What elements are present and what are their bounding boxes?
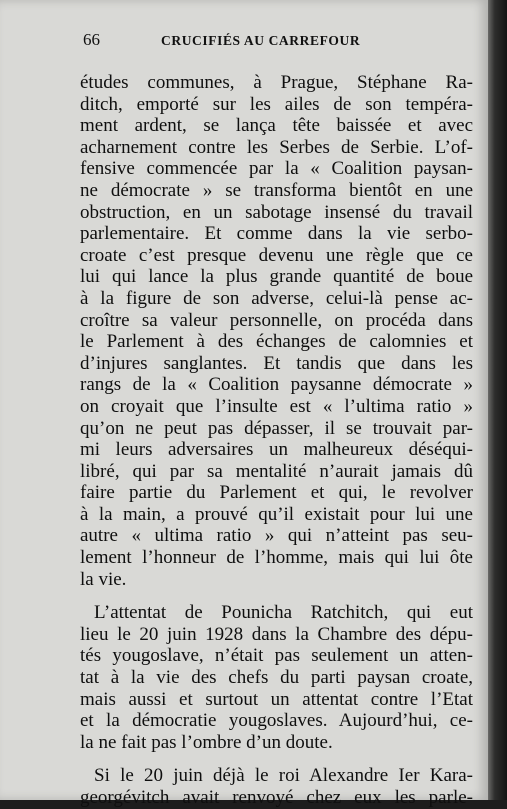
page-header (83, 30, 473, 54)
text-line: libré, qui par sa mentalité n’aurait jamais dû (80, 460, 473, 482)
text-line: ne démocrate » se transforma bientôt en une (80, 179, 473, 201)
paragraph (80, 72, 473, 590)
text-line: qu’on ne peut pas dépasser, il se trouvait par- (80, 417, 473, 439)
text-line: parlementaire. Et comme dans la vie serbo- (80, 223, 473, 245)
text-line: on croyait que l’insulte est « l’ultima ratio » (80, 395, 473, 417)
text-line: la ne fait pas l’ombre d’un doute. (80, 731, 333, 753)
text-line: ment ardent, se lança tête baissée et avec (80, 115, 473, 137)
text-line: obstruction, en un sabotage insensé du travail (80, 201, 473, 223)
text-line: rangs de la « Coalition paysanne démocrate » (80, 374, 473, 396)
text-line: faire partie du Parlement et qui, le revolver (80, 482, 473, 504)
text-line: lement l’honneur de l’homme, mais qui lui ôte (80, 547, 473, 569)
page-number: 66 (83, 30, 100, 49)
text-line: acharnement contre les Serbes de Serbie. L’of- (80, 136, 473, 158)
text-line: fensive commencée par la « Coalition paysan- (80, 158, 473, 180)
running-title: CRUCIFIÉS AU CARREFOUR (161, 33, 361, 48)
book-spine-edge (488, 0, 507, 800)
text-line: mais aussi et surtout un attentat contre l’Etat (80, 688, 473, 710)
text-line: mi leurs adversaires un malheureux déséqui- (80, 439, 473, 461)
paragraph-gap (80, 753, 473, 765)
text-line: ditch, emporté sur les ailes de son tempéra- (80, 93, 473, 115)
text-line: lui qui lance la plus grande quantité de boue (80, 266, 473, 288)
text-line: tat à la vie des chefs du parti paysan croate, (80, 667, 473, 689)
text-line: la vie. (80, 568, 127, 590)
text-line: croître sa valeur personnelle, on procéda dans (80, 309, 473, 331)
text-line: autre « ultima ratio » qui n’atteint pas seu- (80, 525, 473, 547)
text-line: et la démocratie yougoslaves. Aujourd’hui, ce- (80, 710, 473, 732)
paragraph-gap (80, 590, 473, 602)
text-line: à la figure de son adverse, celui-là pense ac- (80, 287, 473, 309)
paragraph (80, 602, 473, 753)
text-line: études communes, à Prague, Stéphane Ra- (80, 72, 473, 93)
text-line: Si le 20 juin déjà le roi Alexandre Ier Kara- (94, 765, 473, 787)
text-line: à la main, a prouvé qu’il existait pour lui une (80, 503, 473, 525)
text-line: L’attentat de Pounicha Ratchitch, qui eut (94, 602, 473, 624)
text-line: croate c’est presque devenu une règle que ce (80, 244, 473, 266)
text-line: d’injures sanglantes. Et tandis que dans les (80, 352, 473, 374)
text-line: le Parlement à des échanges de calomnies et (80, 331, 473, 353)
text-line: tés yougoslave, n’était pas seulement un atten- (80, 645, 473, 667)
text-line: lieu le 20 juin 1928 dans la Chambre des dépu- (80, 623, 473, 645)
body-text (80, 72, 473, 809)
text-line: georgévitch avait renvoyé chez eux les parle- (80, 787, 473, 808)
paragraph (80, 765, 473, 808)
